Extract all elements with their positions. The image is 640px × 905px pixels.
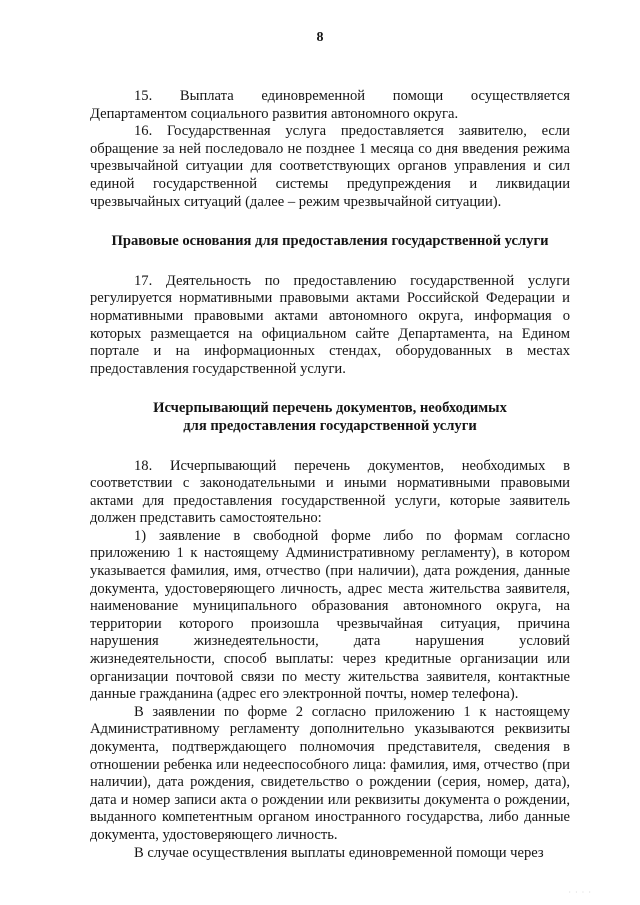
- section-heading-documents-line-2: для предоставления государственной услуги: [183, 417, 477, 434]
- section-heading-legal-basis: Правовые основания для предоставления государственной услуги: [111, 233, 549, 250]
- section-heading-documents-line-1: Исчерпывающий перечень документов, необходимых: [153, 400, 507, 417]
- paragraph-payment-continued: В случае осуществления выплаты единовременной помощи через: [134, 844, 544, 861]
- paragraph-16: 16. Государственная услуга предоставляется заявителю, если обращение за ней последовало не позднее 1 месяца со дня введения режима чрезвычайной ситуации для соответствующих органов управления и сил единой государственной системы предупреждения и ликвидации чрезвычайных ситуаций (далее – режим чрезвычайной ситуации).: [90, 123, 570, 210]
- list-item-1: 1) заявление в свободной форме либо по формам согласно приложению 1 к настоящему Административному регламенту), в котором указывается фамилия, имя, отчество (при наличии), дата рождения, данные документа, удостоверяющего личность, адрес места жительства заявителя, наименование муниципального образования автономного округа, на территории которого произошла чрезвычайная ситуация, причина нарушения жизнедеятельности, дата нарушения условий жизнедеятельности, способ выплаты: через кредитные организации или организации почтовой связи по месту жительства заявителя, контактные данные гражданина (адрес его электронной почты, номер телефона).: [90, 527, 570, 703]
- paragraph-form-2: В заявлении по форме 2 согласно приложению 1 к настоящему Административному регламенту дополнительно указываются реквизиты документа, подтверждающего полномочия представителя, сведения в отношении ребенка или недееспособного лица: фамилия, имя, отчество (при наличии), дата рождения, свидетельство о рождении (серия, номер, дата), дата и номер записи акта о рождении или реквизиты документа о рождении, выданного компетентным органом иностранного государства, либо данные документа, удостоверяющего личность.: [90, 703, 570, 843]
- paragraph-15: 15. Выплата единовременной помощи осуществляется Департаментом социального развития автономного округа.: [90, 88, 570, 122]
- paragraph-17: 17. Деятельность по предоставлению государственной услуги регулируется нормативными правовыми актами Российской Федерации и нормативными правовыми актами автономного округа, информация о которых размещается на официальном сайте Департамента, на Едином портале и на информационных стендах, оборудованных в местах предоставления государственной услуги.: [90, 272, 570, 377]
- document-body: [90, 88, 570, 862]
- paragraph-18: 18. Исчерпывающий перечень документов, необходимых в соответствии с законодательными и иными нормативными правовыми актами для предоставления государственной услуги, которые заявитель должен представить самостоятельно:: [90, 457, 570, 527]
- page-number: 8: [316, 30, 324, 45]
- scan-artifact: · · · ·: [568, 888, 592, 897]
